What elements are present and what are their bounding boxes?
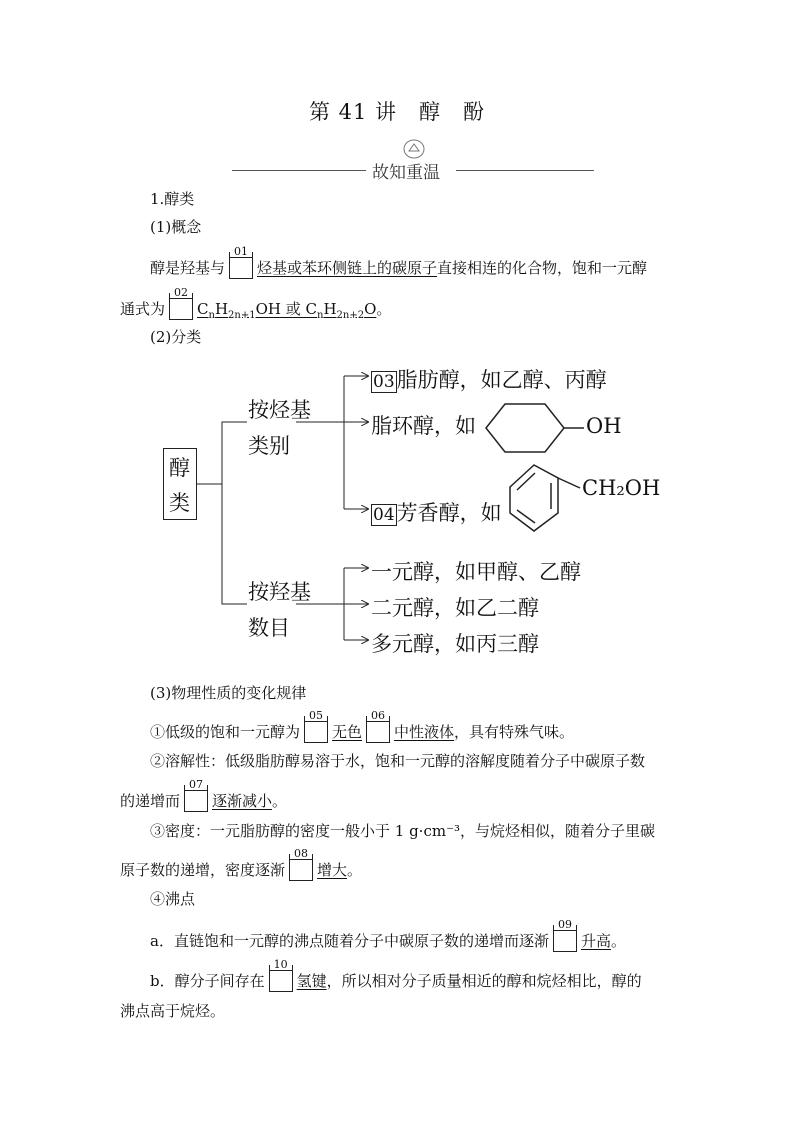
property-color: ①低级的饱和一元醇为 05 无色 06 中性液体，具有特殊气味。 [150,709,575,741]
answer-01: 烃基或苯环侧链上的碳原子 [257,259,438,277]
group-hydroxyl-line1: 按羟基 [248,580,311,604]
answer-blank-01[interactable]: 01 [229,252,253,279]
answer-blank-09[interactable]: 09 [553,925,577,952]
boiling-point-b-line1: b．醇分子间存在 10 氢键，所以相对分子质量相近的醇和烷烃相比，醇的 [150,958,642,990]
formula-text-pre: 通式为 [120,300,166,318]
benzyl-bond [558,478,580,488]
root-label-line2: 类 [169,491,190,515]
answer-10: 氢键 [296,972,327,990]
answer-07: 逐渐减小 [212,792,273,810]
answer-06: 中性液体 [394,723,455,741]
boiling-point-a: a．直链饱和一元醇的沸点随着分子中碳原子数的递增而逐渐 09 升高。 [150,918,626,950]
subheading-concept: (1)概念 [150,218,202,236]
group-hydrocarbon-line2: 类别 [248,434,290,458]
answer-02: $C_nH_{2n+1}OH$ 或 $C_nH_{2n+2}O$ [197,300,377,321]
definition-text-post: 直接相连的化合物，饱和一元醇 [437,259,648,277]
item-aliphatic-alcohol: 03脂肪醇，如乙醇、丙醇 [373,368,607,392]
root-bracket [222,422,247,604]
property-solubility-line2: 的递增而 07 逐渐减小。 [120,778,288,810]
item-monohydric: 一元醇，如甲醇、乙醇 [371,560,581,584]
banner-heading: 故知重温 [372,163,440,183]
root-box-alcohols [163,448,197,520]
item-dihydric: 二元醇，如乙二醇 [371,596,539,620]
property-solubility-line1: ②溶解性：低级脂肪醇易溶于水，饱和一元醇的溶解度随着分子中碳原子数 [150,752,646,770]
benzene-double-bond-1 [517,473,535,490]
answer-09: 升高 [580,932,611,950]
subheading-physical-properties: (3)物理性质的变化规律 [150,684,307,702]
answer-blank-02[interactable]: 02 [169,293,193,320]
boiling-point-b-line2: 沸点高于烷烃。 [120,1002,226,1020]
answer-05: 无色 [332,723,363,741]
page-title: 第 41 讲 醇 酚 [308,100,486,124]
answer-blank-06[interactable]: 06 [366,716,390,743]
answer-tag-04[interactable]: 04 [373,505,395,525]
property-density-line2: 原子数的递增，密度逐渐 08 增大。 [120,847,363,879]
answer-blank-05[interactable]: 05 [304,716,328,743]
item-aromatic-alcohol: 04芳香醇，如 [373,501,502,525]
cyclohexanol-oh-label: OH [586,414,622,438]
formula-text-post: 。 [376,300,392,318]
section-heading-alcohols: 1.醇类 [150,190,195,208]
answer-blank-08[interactable]: 08 [289,854,313,881]
answer-blank-10[interactable]: 10 [269,965,293,992]
item-alicyclic-alcohol: 脂环醇，如 [371,414,476,438]
answer-tag-03[interactable]: 03 [373,372,395,392]
benzyl-ch2oh-label: CH₂OH [582,476,661,500]
cyclohexane-ring [486,404,564,452]
answer-08: 增大 [317,861,348,879]
group-hydroxyl-line2: 数目 [248,616,290,640]
property-density-line1: ③密度：一元脂肪醇的密度一般小于 1 g·cm⁻³，与烷烃相似，随着分子里碳 [150,822,656,840]
definition-text-pre: 醇是羟基与 [150,259,226,277]
answer-blank-07[interactable]: 07 [184,785,208,812]
property-boiling-point: ④沸点 [150,890,196,908]
subheading-classification: (2)分类 [150,328,202,346]
group-hydrocarbon-line1: 按烃基 [248,398,311,422]
item-polyhydric: 多元醇，如丙三醇 [371,632,539,656]
root-label-line1: 醇 [169,456,190,480]
